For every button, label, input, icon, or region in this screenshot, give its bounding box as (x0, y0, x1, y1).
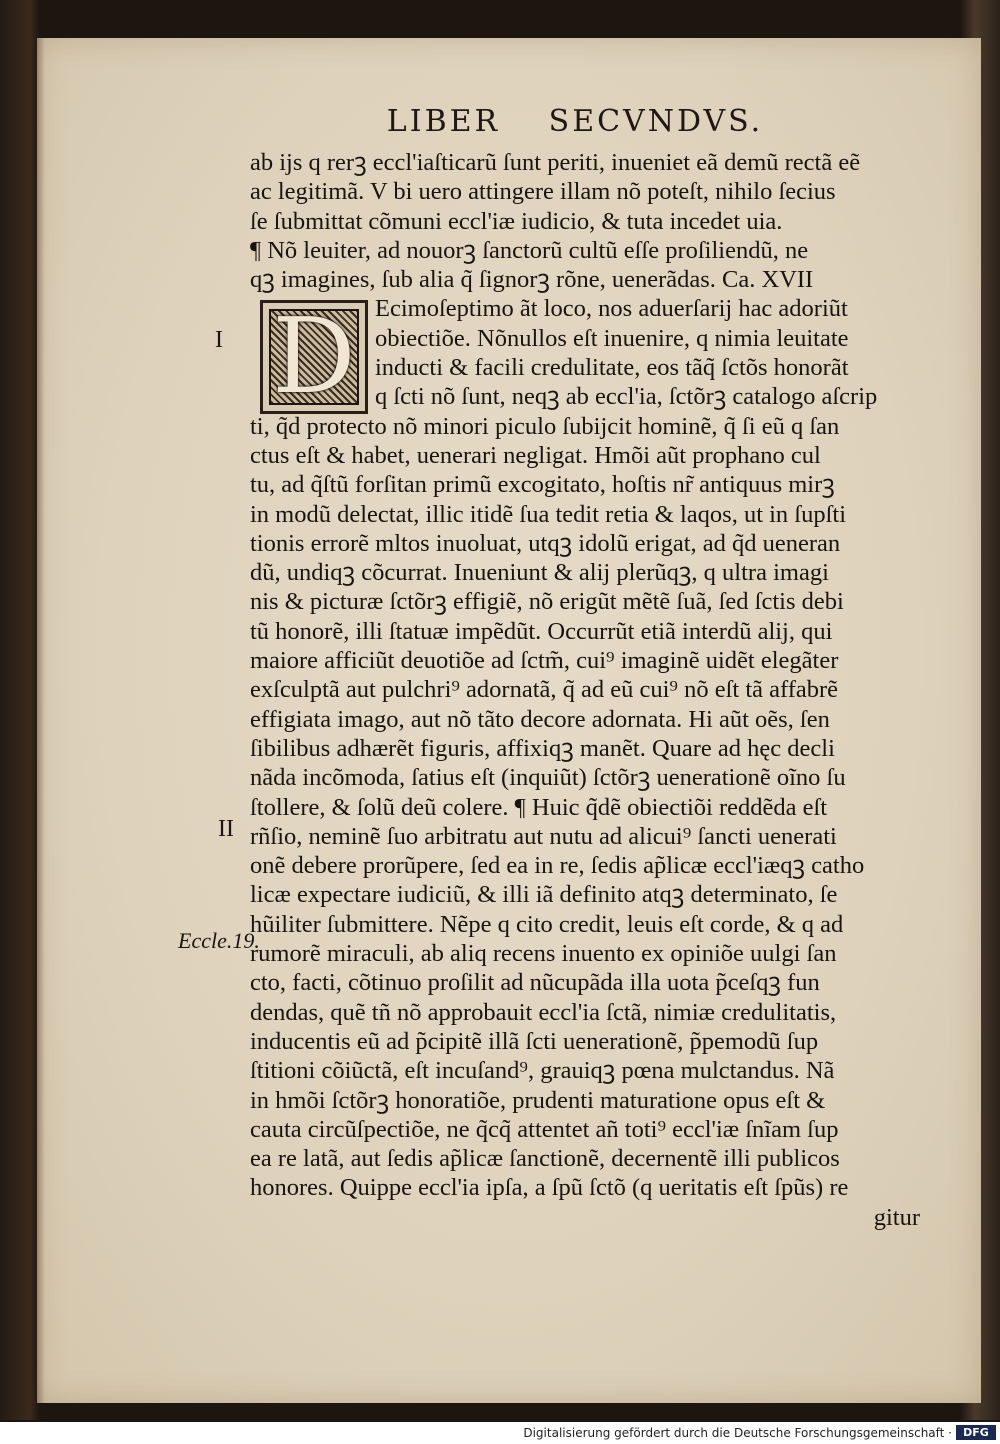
text-line: onẽ debere prorũpere, ſed ea in re, ſedis ap̃licæ eccl'iæqꝫ catho (250, 852, 865, 880)
page-gutter-shadow (37, 38, 45, 1403)
footer-bar (0, 1422, 1000, 1444)
initial-letter: D (272, 295, 356, 417)
text-line: q ſcti nõ ſunt, neqꝫ ab eccl'ia, ſctõrꝫ catalogo aſcrip (375, 383, 878, 411)
text-line: ac legitimã. V bi uero attingere illam nõ poteſt, nihilo ſecius (250, 178, 836, 206)
text-line: obiectiõe. Nõnullos eſt inuenire, q nimia leuitate (375, 324, 849, 352)
text-line: ea re latã, aut ſedis ap̃licæ ſanctionẽ, decernentẽ illi publicos (250, 1145, 840, 1173)
main-text (250, 148, 930, 1232)
text-line: cto, facti, cõtinuo proſilit ad nũcupãda illa uota p̃ceſqꝫ fun (250, 969, 820, 997)
text-line: ctus eſt & habet, uenerari negligat. Hmõi aũt prophano cul (250, 441, 821, 469)
text-line: tionis errorẽ mltos inuoluat, utqꝫ idolũ erigat, ad q̃d ueneran (250, 529, 841, 557)
text-line: effigiata imago, aut nõ tãto decore adornata. Hi aũt oẽs, ſen (250, 705, 830, 733)
text-line: ſtollere, & ſolũ deũ colere. ¶ Huic q̃dẽ obiectiõi reddẽda eſt (250, 793, 828, 821)
text-line: licæ expectare iudiciũ, & illi iã definito atqꝫ determinato, ſe (250, 881, 838, 909)
text-line: rñſio, neminẽ ſuo arbitratu aut nutu ad alicui⁹ ſancti uenerati (250, 822, 837, 850)
text-line: nãda incõmoda, ſatius eſt (inquiũt) ſctõrꝫ uenerationẽ oĩno ſu (250, 764, 846, 792)
header-word-liber: LIBER (386, 104, 501, 139)
text-line: ſibilibus adhærẽt figuris, affixiqꝫ manẽt. Quare ad hęc decli (250, 734, 835, 762)
text-line: ſe ſubmittat cõmuni eccl'iæ iudicio, & tuta incedet uia. (250, 207, 783, 235)
text-line: tũ honorẽ, illi ſtatuæ impẽdũt. Occurrũt etiã interdũ alij, qui (250, 617, 833, 645)
text-line: honores. Quippe eccl'ia ipſa, a ſpũ ſctõ (q ueritatis eſt ſpũs) re (250, 1174, 849, 1202)
catchword-line: gitur (873, 1203, 920, 1231)
text-line: in hmõi ſctõrꝫ honoratiõe, prudenti maturatione opus eſt & (250, 1086, 826, 1114)
header-word-secundus: SECVNDVS. (548, 104, 764, 139)
text-line: dendas, quẽ tñ nõ approbauit eccl'ia ſctã, nimiæ credulitatis, (250, 998, 837, 1026)
margin-note-reference: Eccle.19. (178, 928, 260, 953)
running-header (0, 104, 1000, 139)
text-line: exſculptã aut pulchri⁹ adornatã, q̃ ad eũ cui⁹ nõ eſt tã affabrẽ (250, 676, 839, 704)
text-line: inducti & facili credulitate, eos tãq̃ ſctõs honorãt (375, 354, 849, 382)
margin-note-1: I (215, 327, 223, 353)
chapter-heading-line: qꝫ imagines, ſub alia q̃ ſignorꝫ rõne, uenerãdas. Ca. XVII (250, 266, 814, 294)
text-line: ſtitioni cõiũctã, eſt incuſand⁹, grauiqꝫ pœna mulctandus. Nã (250, 1057, 835, 1085)
text-line: Ecimoſeptimo ãt loco, nos aduerſarij hac adoriũt (375, 295, 848, 323)
text-line: ab ijs q rerꝫ eccl'iaſticarũ ſunt periti, inueniet eã demũ rectã eẽ (250, 149, 861, 176)
dfg-logo: DFG (956, 1425, 996, 1440)
text-line: maiore afficiũt deuotiõe ad ſctm̃, cui⁹ imaginẽ uidẽt elegãter (250, 647, 839, 675)
text-line: dũ, undiqꝫ cõcurrat. Inueniunt & alij plerũqꝫ, q ultra imagi (250, 559, 829, 587)
text-line: nis & picturæ ſctõrꝫ effigiẽ, nõ erigũt mẽtẽ ſuã, ſed ſctis debi (250, 588, 844, 616)
text-line: hũiliter ſubmittere. Nẽpe q cito credit, leuis eſt corde, & q ad (250, 910, 844, 938)
margin-note-2: II (218, 816, 234, 842)
text-line: ti, q̃d protecto nõ minori piculo ſubijcit hominẽ, q̃ ſi eũ q ſan (250, 412, 840, 440)
chapter-heading-line: ¶ Nõ leuiter, ad nouorꝫ ſanctorũ cultũ eſſe proſiliendũ, ne (250, 236, 809, 264)
text-line: rumorẽ miraculi, ab aliq recens inuento ex opiniõe uulgi ſan (250, 940, 837, 968)
text-line: tu, ad q̃ſtũ forſitan primũ excogitato, hoſtis nr̃ antiquus mirꝫ (250, 471, 835, 499)
text-line: cauta circũſpectiõe, ne q̃cq̃ attentet añ toti⁹ eccl'iæ ſnĩam ſup (250, 1115, 839, 1143)
text-line: in modũ delectat, illic itidẽ ſua tedit retia & laqos, ut in ſupſti (250, 500, 847, 528)
text-line: inducentis eũ ad p̃cipitẽ illã ſcti uenerationẽ, p̃pemodũ ſup (250, 1027, 819, 1055)
funding-notice: Digitalisierung gefördert durch die Deutsche Forschungsgemeinschaft · (523, 1426, 952, 1440)
